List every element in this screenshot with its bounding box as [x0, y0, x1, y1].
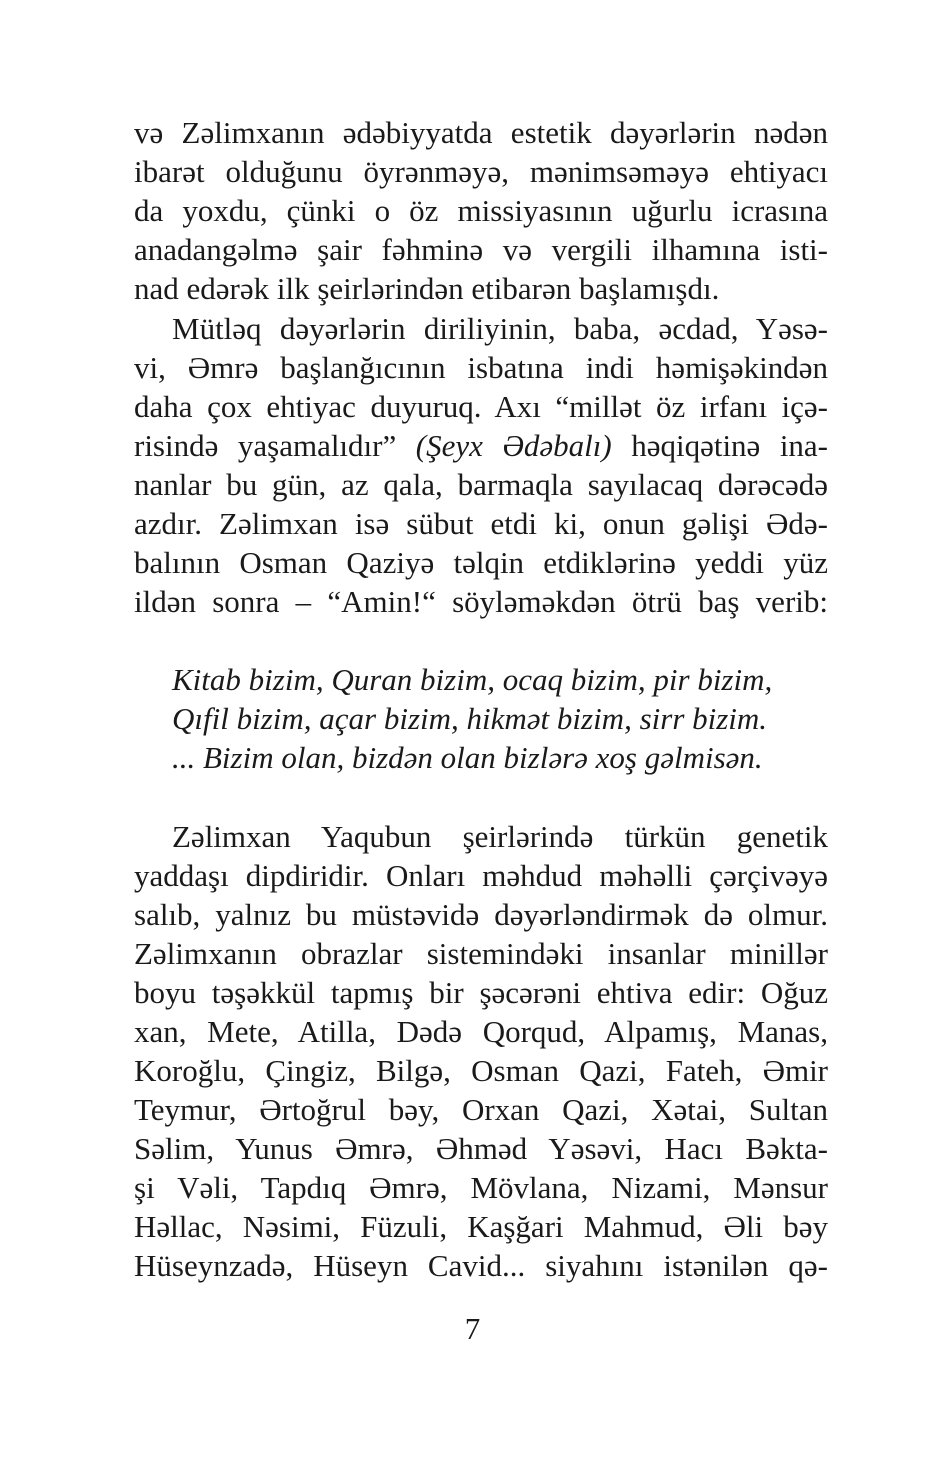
- text-line: Zəlimxan Yaqubun şeirlərində türkün genetik: [172, 819, 828, 854]
- text-line: Koroğlu, Çingiz, Bilgə, Osman Qazi, Fateh, Əmir: [134, 1053, 828, 1088]
- text-line: vi, Əmrə başlanğıcının isbatına indi həmişəkindən: [134, 350, 828, 385]
- text-fragment: risində yaşamalıdır”: [134, 428, 416, 463]
- text-line: yaddaşı dipdiridir. Onları məhdud məhəlli çərçivəyə: [134, 858, 828, 893]
- text-line: balının Osman Qaziyə təlqin etdiklərinə yeddi yüz: [134, 545, 828, 580]
- text-fragment: həqiqətinə ina-: [611, 428, 829, 463]
- citation-italic: (Şeyx Ədəbalı): [415, 428, 612, 463]
- text-line: da yoxdu, çünki o öz missiyasının uğurlu icrasına: [134, 193, 828, 228]
- text-line: ibarət olduğunu öyrənməyə, mənimsəməyə ehtiyacı: [134, 154, 828, 189]
- text-line: azdır. Zəlimxan isə sübut etdi ki, onun gəlişi Ədə-: [134, 506, 828, 541]
- text-line: ildən sonra – “Amin!“ söyləməkdən ötrü baş verib:: [134, 584, 828, 619]
- verse-line: Kitab bizim, Quran bizim, ocaq bizim, pir bizim,: [172, 662, 773, 697]
- text-line: şi Vəli, Tapdıq Əmrə, Mövlana, Nizami, Mənsur: [134, 1170, 828, 1205]
- verse-line: Qıfil bizim, açar bizim, hikmət bizim, sirr bizim.: [172, 701, 768, 736]
- text-line: Hüseynzadə, Hüseyn Cavid... siyahını istənilən qə-: [134, 1248, 828, 1283]
- text-line: daha çox ehtiyac duyuruq. Axı “millət öz irfanı içə-: [134, 389, 828, 424]
- text-line: Teymur, Ərtoğrul bəy, Orxan Qazi, Xətai, Sultan: [134, 1092, 828, 1127]
- page-number: 7: [464, 1311, 481, 1346]
- text-line: salıb, yalnız bu müstəvidə dəyərləndirmək də olmur.: [134, 897, 828, 932]
- text-line: anadangəlmə şair fəhminə və vergili ilhamına isti-: [134, 232, 828, 267]
- text-line: xan, Mete, Atilla, Dədə Qorqud, Alpamış, Manas,: [134, 1014, 828, 1049]
- text-line: Zəlimxanın obrazlar sistemindəki insanlar minillər: [134, 936, 828, 971]
- text-line: və Zəlimxanın ədəbiyyatda estetik dəyərlərin nədən: [134, 115, 828, 150]
- text-line: nad edərək ilk şeirlərindən etibarən başlamışdı.: [134, 271, 720, 306]
- text-line: nanlar bu gün, az qala, barmaqla sayılacaq dərəcədə: [134, 467, 828, 502]
- text-line: Həllac, Nəsimi, Füzuli, Kaşğari Mahmud, Əli bəy: [134, 1209, 828, 1244]
- text-line: Mütləq dəyərlərin diriliyinin, baba, əcdad, Yəsə-: [172, 311, 828, 346]
- text-line: boyu təşəkkül tapmış bir şəcərəni ehtiva edir: Oğuz: [134, 975, 828, 1010]
- text-line: Səlim, Yunus Əmrə, Əhməd Yəsəvi, Hacı Bəkta-: [134, 1131, 828, 1166]
- text-line-with-citation: [134, 426, 828, 465]
- verse-line: ... Bizim olan, bizdən olan bizlərə xoş gəlmisən.: [172, 740, 763, 775]
